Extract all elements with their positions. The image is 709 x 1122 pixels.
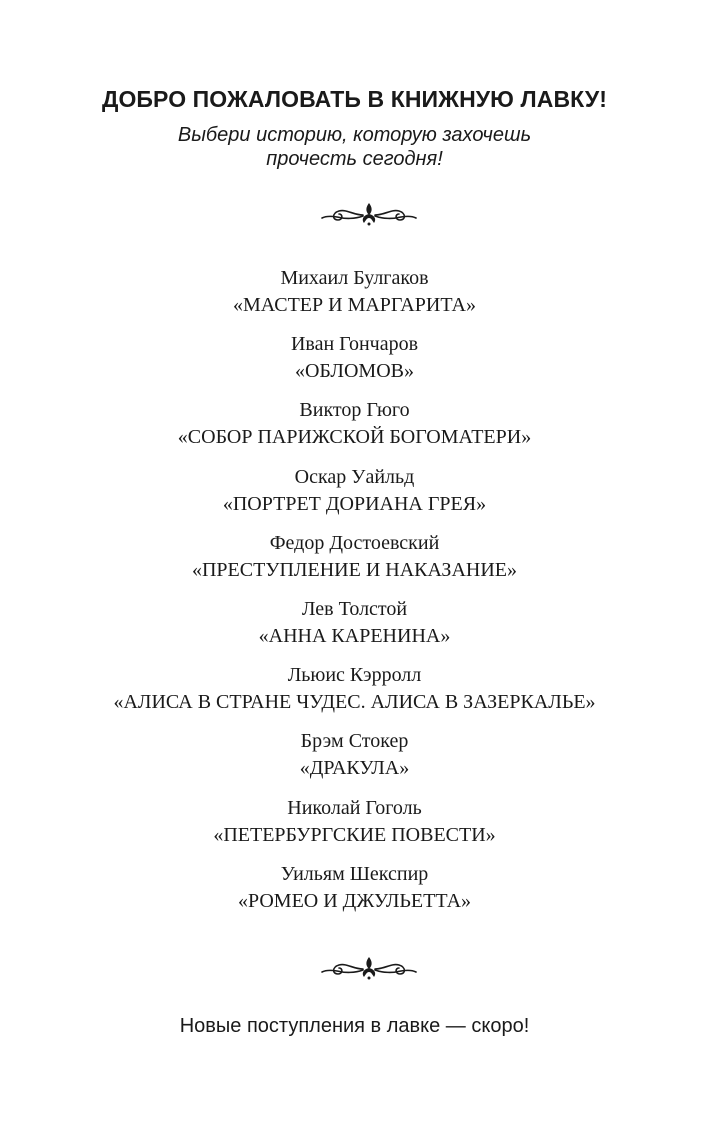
book-author: Лев Толстой: [301, 597, 408, 620]
list-item: [0, 861, 709, 927]
book-title: «АННА КАРЕНИНА»: [258, 624, 451, 647]
book-author: Уильям Шекспир: [280, 862, 429, 885]
book-title: «ПЕТЕРБУРГСКИЕ ПОВЕСТИ»: [213, 823, 496, 846]
book-title: «ПОРТРЕТ ДОРИАНА ГРЕЯ»: [222, 492, 487, 515]
flourish-divider-icon: [319, 956, 419, 980]
book-title: «СОБОР ПАРИЖСКОЙ БОГОМАТЕРИ»: [177, 426, 532, 449]
book-author: Иван Гончаров: [290, 333, 419, 356]
book-title: «ДРАКУЛА»: [299, 757, 410, 780]
book-author: Федор Достоевский: [269, 531, 440, 554]
book-author: Оскар Уайльд: [294, 465, 415, 488]
footer-note: Новые поступления в лавке — скоро!: [179, 1015, 530, 1037]
list-item: [0, 265, 709, 331]
list-item: [0, 662, 709, 728]
list-item: [0, 728, 709, 794]
book-author: Льюис Кэрролл: [287, 664, 422, 687]
book-title: «ОБЛОМОВ»: [294, 360, 414, 383]
list-item: [0, 596, 709, 662]
book-title: «МАСТЕР И МАРГАРИТА»: [233, 294, 476, 316]
list-item: [0, 530, 709, 596]
book-title: «ПРЕСТУПЛЕНИЕ И НАКАЗАНИЕ»: [191, 558, 517, 581]
page-title: ДОБРО ПОЖАЛОВАТЬ В КНИЖНУЮ ЛАВКУ!: [101, 86, 608, 112]
subtitle-line-2: прочесть сегодня!: [266, 148, 443, 170]
book-title: «РОМЕО И ДЖУЛЬЕТТА»: [237, 889, 472, 912]
book-author: Николай Гоголь: [287, 796, 422, 819]
list-item: [0, 331, 709, 397]
book-author: Брэм Стокер: [300, 730, 409, 753]
flourish-divider-icon: [319, 202, 419, 226]
list-item: [0, 397, 709, 463]
list-item: [0, 795, 709, 861]
book-author: Михаил Булгаков: [280, 267, 429, 289]
list-item: [0, 464, 709, 530]
book-author: Виктор Гюго: [299, 399, 410, 422]
page-subtitle: [0, 123, 709, 171]
book-list: [0, 265, 709, 927]
subtitle-line-1: Выбери историю, которую захочешь: [177, 124, 532, 146]
book-title: «АЛИСА В СТРАНЕ ЧУДЕС. АЛИСА В ЗАЗЕРКАЛЬЕ»: [113, 691, 596, 714]
